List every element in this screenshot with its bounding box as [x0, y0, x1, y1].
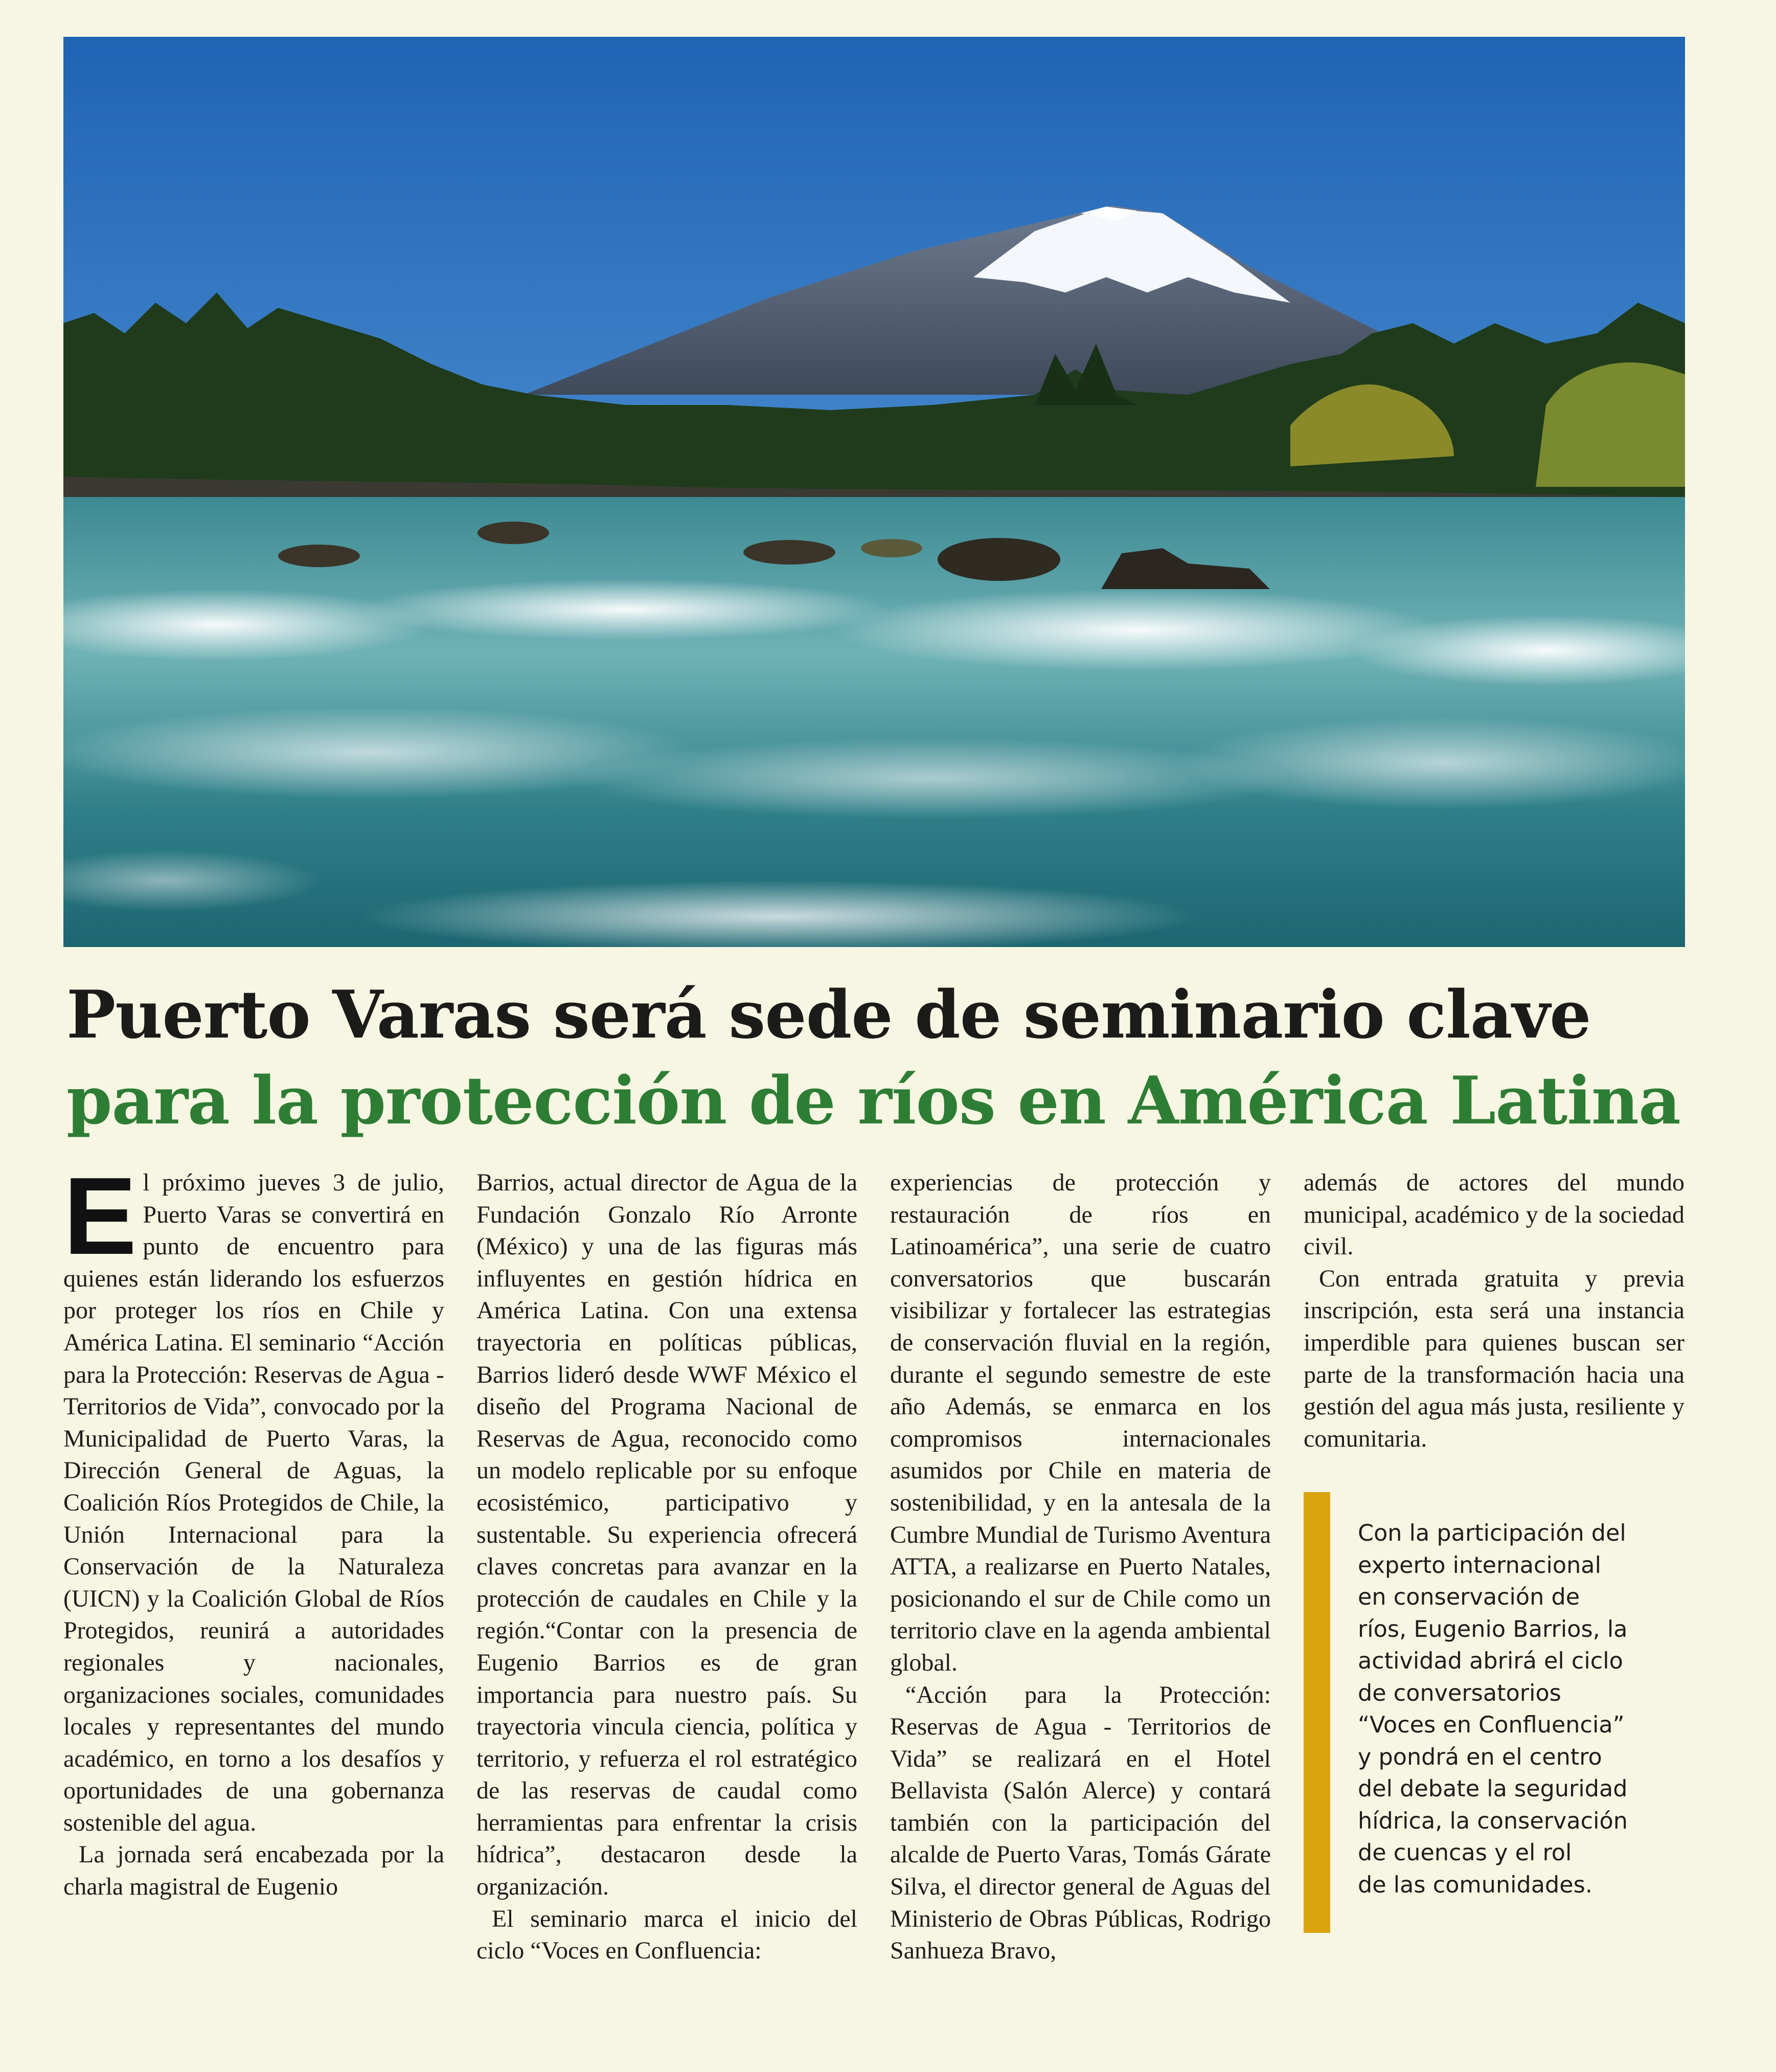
paragraph: l próximo jueves 3 de julio, Puerto Varas se convertirá en punto de encuentro para quienes están liderando los esfuerzos por proteger los ríos en Chile y América Latina. El seminario “Acción para la Protección: Reservas de Agua - Territorios de Vida”, convocado por la Municipalidad de Puerto Varas, la Dirección General de Aguas, la Coalición Ríos Protegidos de Chile, la Unión Internacional para la Conservación de la Naturaleza (UICN) y la Coalición Global de Ríos Protegidos, reunirá a autoridades regionales y nacionales, organizaciones sociales, comunidades locales y representantes del mundo académico, en torno a los desafíos y oportunidades de una gobernanza sostenible del agua. [63, 1169, 444, 1836]
paragraph: “Acción para la Protección: Reservas de Agua - Territorios de Vida” se realizará en el Hotel Bellavista (Salón Alerce) y contará también con la participación del alcalde de Puerto Varas, Tomás Gárate Silva, el director general de Aguas del Ministerio de Obras Públicas, Rodrigo Sanhueza Bravo, [890, 1681, 1271, 1965]
pull-quote-line: actividad abrirá el ciclo [1358, 1648, 1623, 1674]
article-column-3 [890, 1167, 1271, 1967]
paragraph: El seminario marca el inicio del ciclo “Voces en Confluencia: [476, 1905, 857, 1965]
paragraph: Con entrada gratuita y previa inscripción, esta será una instancia imperdible para quienes buscan ser parte de la transformación hacia una gestión del agua más justa, resiliente y comunitaria. [1304, 1265, 1684, 1452]
article-column-2 [476, 1167, 857, 1967]
paragraph: Barrios, actual director de Agua de la Fundación Gonzalo Río Arronte (México) y una de las figuras más influyentes en gestión hídrica en América Latina. Con una extensa trayectoria en políticas públicas, Barrios lideró desde WWF México el diseño del Programa Nacional de Reservas de Agua, reconocido como un modelo replicable por su enfoque ecosistémico, participativo y sustentable. Su experiencia ofrecerá claves concretas para avanzar en la protección de caudales en Chile y la región.“Contar con la presencia de Eugenio Barrios es de gran importancia para nuestro país. Su trayectoria vincula ciencia, política y territorio, y refuerza el rol estratégico de las reservas de caudal como herramientas para enfrentar la crisis hídrica”, destacaron desde la organización. [476, 1169, 857, 1901]
headline-line-1: Puerto Varas será sede de seminario clave [66, 977, 1591, 1053]
pull-quote-line: de cuencas y el rol [1358, 1840, 1572, 1866]
paragraph: La jornada será encabezada por la charla magistral de Eugenio [63, 1841, 444, 1901]
pull-quote-line: y pondrá en el centro [1358, 1744, 1602, 1770]
pull-quote-line: en conservación de [1358, 1584, 1580, 1610]
paragraph: experiencias de protección y restauración de ríos en Latinoamérica”, una serie de cuatro conversatorios que buscarán visibilizar y fortalecer las estrategias de conservación fluvial en la región, durante el segundo semestre de este año Además, se enmarca en los compromisos internacionales asumidos por Chile en materia de sostenibilidad, y en la antesala de la Cumbre Mundial de Turismo Aventura ATTA, a realizarse en Puerto Natales, posicionando el sur de Chile como un territorio clave en la agenda ambiental global. [890, 1169, 1271, 1676]
article-column-1 [63, 1154, 444, 1903]
drop-cap: E [63, 1154, 137, 1277]
pull-quote-line: de las comunidades. [1358, 1872, 1593, 1898]
pull-quote-line: “Voces en Confluencia” [1358, 1712, 1625, 1738]
pull-quote-line: ríos, Eugenio Barrios, la [1358, 1616, 1628, 1642]
hero-photo [63, 37, 1685, 947]
paragraph: además de actores del mundo municipal, académico y de la sociedad civil. [1304, 1169, 1684, 1260]
pull-quote-line: experto internacional [1358, 1552, 1601, 1579]
pull-quote-line: hídrica, la conservación [1358, 1808, 1628, 1834]
pull-quote-line: Con la participación del [1358, 1520, 1626, 1546]
headline-line-2: para la protección de ríos en América Latina [66, 1063, 1680, 1139]
pull-quote [1358, 1518, 1726, 1901]
pull-quote-line: de conversatorios [1358, 1680, 1561, 1706]
pull-quote-line: del debate la seguridad [1358, 1776, 1628, 1802]
article-column-4 [1304, 1167, 1684, 1455]
pull-quote-accent-bar [1304, 1492, 1330, 1933]
